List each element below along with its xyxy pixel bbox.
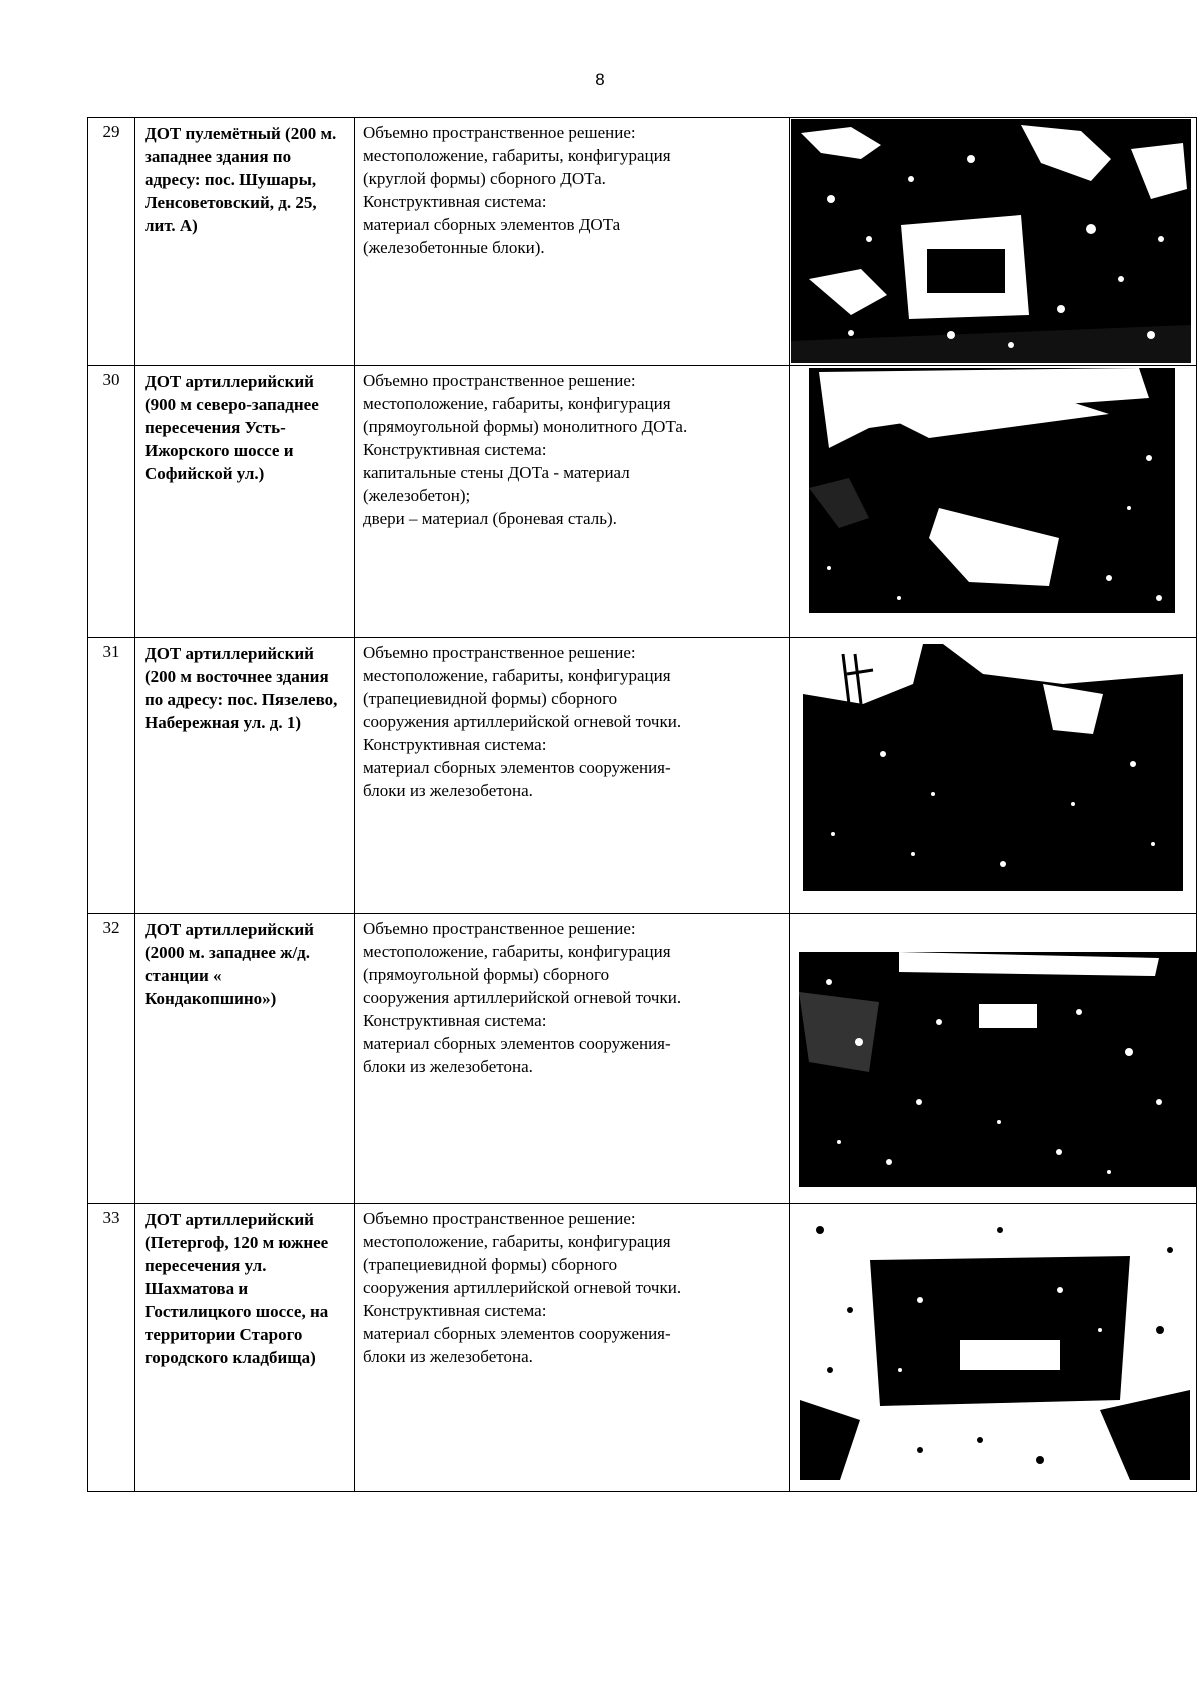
- description-line: местоположение, габариты, конфигурация: [363, 1232, 671, 1251]
- row-number: 33: [88, 1204, 135, 1492]
- object-description: [355, 914, 790, 1204]
- description-line: блоки из железобетона.: [363, 1057, 533, 1076]
- description-line: сооружения артиллерийской огневой точки.: [363, 712, 682, 731]
- page-number: 8: [595, 70, 605, 89]
- description-line: сооружения артиллерийской огневой точки.: [363, 988, 682, 1007]
- registry-table: [87, 117, 1197, 1492]
- row-number: 30: [88, 366, 135, 638]
- description-line: Конструктивная система:: [363, 735, 547, 754]
- description-line: двери – материал (броневая сталь).: [363, 509, 617, 528]
- description-line: (прямоугольной формы) сборного: [363, 965, 610, 984]
- object-name: ДОТ артиллерийский (200 м восточнее здания по адресу: пос. Пязелево, Набережная ул. д. 1): [135, 638, 355, 914]
- photo-pillbox-icon: [809, 368, 1175, 613]
- description-line: материал сборных элементов сооружения-: [363, 758, 671, 777]
- description-line: капитальные стены ДОТа - материал: [363, 463, 630, 482]
- table-row: [88, 638, 1197, 914]
- object-description: [355, 638, 790, 914]
- description-line: (трапециевидной формы) сборного: [363, 689, 618, 708]
- photo-pillbox-icon: [800, 1210, 1190, 1480]
- description-line: Объемно пространственное решение:: [363, 643, 636, 662]
- object-description: [355, 366, 790, 638]
- table-row: [88, 118, 1197, 366]
- table-row: [88, 366, 1197, 638]
- object-photo-cell: [790, 118, 1197, 366]
- description-line: Конструктивная система:: [363, 192, 547, 211]
- description-line: Объемно пространственное решение:: [363, 1209, 636, 1228]
- description-line: (железобетон);: [363, 486, 471, 505]
- table-row: [88, 914, 1197, 1204]
- photo-pillbox-icon: [799, 952, 1196, 1187]
- object-photo-cell: [790, 914, 1197, 1204]
- description-line: блоки из железобетона.: [363, 781, 533, 800]
- object-description: [355, 1204, 790, 1492]
- description-line: (трапециевидной формы) сборного: [363, 1255, 618, 1274]
- description-line: материал сборных элементов сооружения-: [363, 1324, 671, 1343]
- description-line: местоположение, габариты, конфигурация: [363, 146, 671, 165]
- description-line: Конструктивная система:: [363, 1011, 547, 1030]
- description-line: Объемно пространственное решение:: [363, 123, 636, 142]
- table-row: [88, 1204, 1197, 1492]
- row-number: 32: [88, 914, 135, 1204]
- row-number: 29: [88, 118, 135, 366]
- photo-pillbox-icon: [803, 644, 1183, 891]
- row-number: 31: [88, 638, 135, 914]
- description-line: материал сборных элементов сооружения-: [363, 1034, 671, 1053]
- description-line: местоположение, габариты, конфигурация: [363, 394, 671, 413]
- object-photo-cell: [790, 1204, 1197, 1492]
- object-description: [355, 118, 790, 366]
- description-line: Объемно пространственное решение:: [363, 371, 636, 390]
- photo-pillbox-icon: [791, 119, 1191, 363]
- object-photo-cell: [790, 366, 1197, 638]
- object-name: ДОТ пулемётный (200 м. западнее здания по адресу: пос. Шушары, Ленсоветовский, д. 25, лит. А): [135, 118, 355, 366]
- description-line: местоположение, габариты, конфигурация: [363, 666, 671, 685]
- object-name: ДОТ артиллерийский (Петергоф, 120 м южнее пересечения ул. Шахматова и Гостилицкого шоссе, на территории Старого городского кладбища): [135, 1204, 355, 1492]
- description-line: местоположение, габариты, конфигурация: [363, 942, 671, 961]
- object-photo-cell: [790, 638, 1197, 914]
- description-line: (железобетонные блоки).: [363, 238, 545, 257]
- description-line: сооружения артиллерийской огневой точки.: [363, 1278, 682, 1297]
- object-name: ДОТ артиллерийский (2000 м. западнее ж/д. станции « Кондакопшино»): [135, 914, 355, 1204]
- description-line: блоки из железобетона.: [363, 1347, 533, 1366]
- object-name: ДОТ артиллерийский (900 м северо-западнее пересечения Усть-Ижорского шоссе и Софийской ул.): [135, 366, 355, 638]
- description-line: (прямоугольной формы) монолитного ДОТа.: [363, 417, 688, 436]
- description-line: Конструктивная система:: [363, 440, 547, 459]
- description-line: (круглой формы) сборного ДОТа.: [363, 169, 606, 188]
- description-line: Конструктивная система:: [363, 1301, 547, 1320]
- description-line: материал сборных элементов ДОТа: [363, 215, 621, 234]
- description-line: Объемно пространственное решение:: [363, 919, 636, 938]
